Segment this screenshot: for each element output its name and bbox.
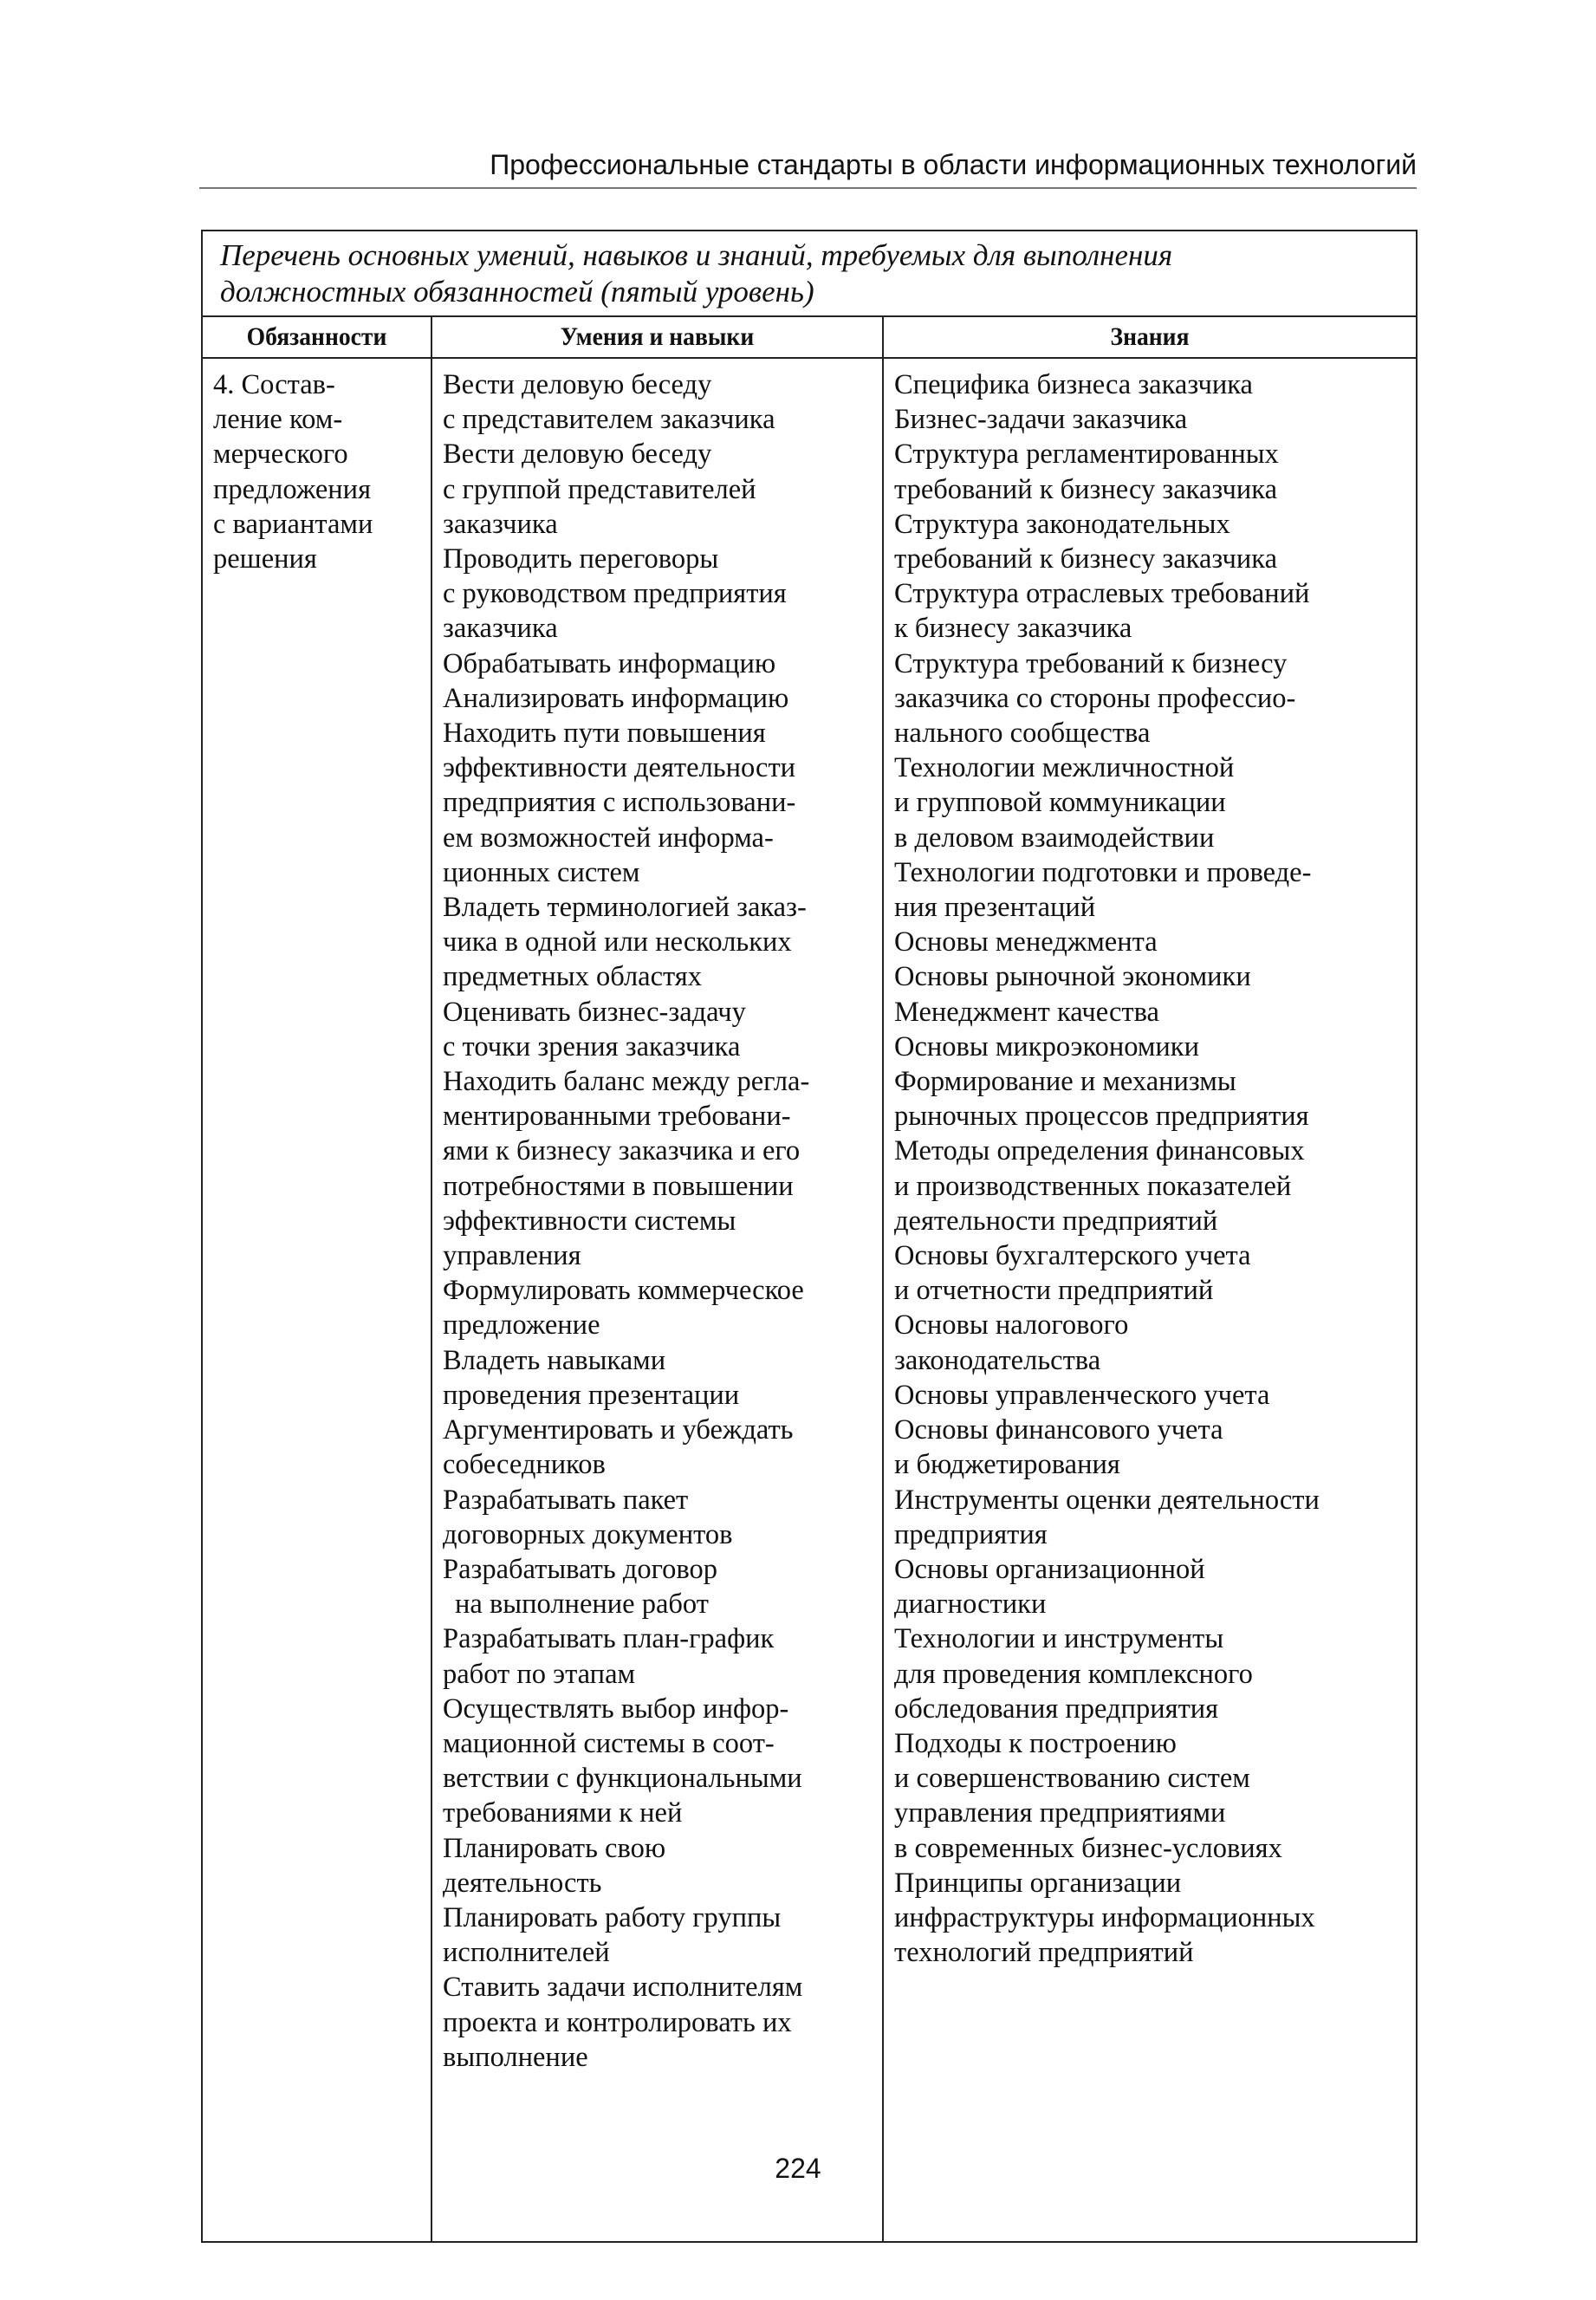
cell-line: эффективности деятельности <box>443 752 796 784</box>
cell-line: нального сообщества <box>894 718 1151 750</box>
cell-line: Основы рыночной экономики <box>894 961 1251 993</box>
running-header: Профессиональные стандарты в области информационных технологий <box>490 149 1417 180</box>
cell-line: Обрабатывать информацию <box>443 647 776 679</box>
cell-line: Аргументировать и убеждать <box>443 1414 794 1446</box>
cell-line: с вариантами <box>213 508 373 540</box>
cell-line: Специфика бизнеса заказчика <box>894 369 1253 400</box>
cell-line: в деловом взаимодействии <box>894 822 1215 854</box>
caption-line: должностных обязанностей (пятый уровень) <box>220 275 814 309</box>
cell-line: Структура требований к бизнесу <box>894 647 1288 679</box>
cell-line: Основы организационной <box>894 1553 1205 1585</box>
cell-line: Находить баланс между регла- <box>443 1066 810 1098</box>
cell-line: требований к бизнесу заказчика <box>894 473 1278 505</box>
cell-line: потребностями в повышении <box>443 1170 794 1202</box>
cell-line: работ по этапам <box>443 1658 636 1690</box>
cell-line: Технологии подготовки и проведе- <box>894 856 1312 888</box>
cell-line: управления предприятиями <box>894 1797 1226 1829</box>
cell-line: выполнение <box>443 2041 588 2073</box>
cell-line: требованиями к ней <box>443 1797 683 1829</box>
cell-line: Формирование и механизмы <box>894 1066 1236 1098</box>
cell-line: Инструменты оценки деятельности <box>894 1484 1320 1516</box>
cell-line: Формулировать коммерческое <box>443 1275 804 1307</box>
cell-line: Подходы к построению <box>894 1727 1177 1759</box>
cell-line: Проводить переговоры <box>443 543 719 575</box>
cell-line: договорных документов <box>443 1518 733 1550</box>
cell-line: и совершенствованию систем <box>894 1763 1250 1795</box>
cell-line: и групповой коммуникации <box>894 787 1226 819</box>
cell-line: предприятия <box>894 1518 1048 1550</box>
cell-line: и отчетности предприятий <box>894 1275 1214 1307</box>
column-header-duties: Обязанности <box>211 316 423 358</box>
cell-line: проведения презентации <box>443 1379 740 1411</box>
cell-line: и бюджетирования <box>894 1449 1120 1481</box>
table-caption <box>202 231 1417 316</box>
cell-line: Основы бухгалтерского учета <box>894 1240 1251 1272</box>
cell-line: Ставить задачи исполнителям <box>443 1972 803 2004</box>
cell-line: Структура отраслевых требований <box>894 578 1310 610</box>
cell-line: Разрабатывать договор <box>443 1553 718 1585</box>
cell-line: Планировать свою <box>443 1832 666 1864</box>
cell-line: ями к бизнесу заказчика и его <box>443 1135 801 1167</box>
cell-line: ционных систем <box>443 856 640 888</box>
skills-cell <box>431 358 883 2242</box>
cell-line: Основы микроэкономики <box>894 1030 1199 1062</box>
cell-line: с руководством предприятия <box>443 578 787 610</box>
cell-line: Структура регламентированных <box>894 439 1279 471</box>
cell-line: ем возможностей информа- <box>443 822 774 854</box>
knowledge-cell <box>883 358 1417 2242</box>
cell-line: предложение <box>443 1309 600 1342</box>
cell-line: Основы налогового <box>894 1309 1129 1342</box>
cell-line: технологий предприятий <box>894 1937 1194 1969</box>
cell-line: с точки зрения заказчика <box>443 1030 741 1062</box>
cell-line: Владеть терминологией заказ- <box>443 892 807 924</box>
cell-line: ния презентаций <box>894 892 1096 924</box>
cell-line: мерческого <box>213 439 348 471</box>
cell-line: требований к бизнесу заказчика <box>894 543 1278 575</box>
cell-line: в современных бизнес-условиях <box>894 1832 1282 1864</box>
cell-line: проекта и контролировать их <box>443 2006 792 2038</box>
column-header-skills: Умения и навыки <box>450 316 865 358</box>
page-number: 224 <box>775 2153 821 2184</box>
cell-line: собеседников <box>443 1449 606 1481</box>
cell-line: предметных областях <box>443 961 702 993</box>
cell-line: Вести деловую беседу <box>443 439 712 471</box>
cell-line: Бизнес-задачи заказчика <box>894 404 1188 436</box>
cell-line: для проведения комплексного <box>894 1658 1253 1690</box>
column-header-knowledge: Знания <box>905 316 1396 358</box>
cell-line: рыночных процессов предприятия <box>894 1101 1309 1133</box>
cell-line: деятельности предприятий <box>894 1205 1218 1237</box>
cell-line: Разрабатывать план-график <box>443 1623 775 1655</box>
cell-line: Основы управленческого учета <box>894 1379 1270 1411</box>
cell-line: ление ком- <box>213 404 343 436</box>
cell-line: Структура законодательных <box>894 508 1230 540</box>
cell-line: законодательства <box>894 1344 1101 1376</box>
cell-line: обследования предприятия <box>894 1693 1219 1725</box>
cell-line: Планировать работу группы <box>443 1901 782 1933</box>
cell-line: исполнителей <box>443 1937 610 1969</box>
cell-line: Основы менеджмента <box>894 926 1158 958</box>
cell-line: к бизнесу заказчика <box>894 613 1132 645</box>
cell-line: с группой представителей <box>443 473 756 505</box>
cell-line: Технологии и инструменты <box>894 1623 1224 1655</box>
caption-line: Перечень основных умений, навыков и знаний, требуемых для выполнения <box>220 238 1173 272</box>
duties-cell <box>202 358 431 2242</box>
cell-line: заказчика со стороны профессио- <box>894 682 1296 714</box>
cell-line: на выполнение работ <box>455 1589 709 1621</box>
cell-line: заказчика <box>443 613 558 645</box>
header-rule <box>199 187 1417 189</box>
header-row <box>202 316 1417 358</box>
cell-line: Вести деловую беседу <box>443 369 712 400</box>
cell-line: Принципы организации <box>894 1867 1182 1899</box>
cell-line: Владеть навыками <box>443 1344 666 1376</box>
cell-line: Осуществлять выбор инфор- <box>443 1693 789 1725</box>
cell-line: заказчика <box>443 508 558 540</box>
cell-line: Оценивать бизнес-задачу <box>443 996 746 1028</box>
cell-line: диагностики <box>894 1589 1047 1621</box>
caption-row <box>202 231 1417 316</box>
cell-line: ветствии с функциональными <box>443 1763 802 1795</box>
cell-line: эффективности системы <box>443 1205 736 1237</box>
cell-line: чика в одной или нескольких <box>443 926 792 958</box>
cell-line: решения <box>213 543 317 575</box>
cell-line: мационной системы в соот- <box>443 1727 775 1759</box>
cell-line: Технологии межличностной <box>894 752 1235 784</box>
cell-line: предложения <box>213 473 372 505</box>
cell-line: Находить пути повышения <box>443 718 766 750</box>
cell-line: управления <box>443 1240 581 1272</box>
cell-line: Основы финансового учета <box>894 1414 1223 1446</box>
table-row <box>202 358 1417 2242</box>
cell-line: Методы определения финансовых <box>894 1135 1305 1167</box>
cell-line: Разрабатывать пакет <box>443 1484 689 1516</box>
cell-line: и производственных показателей <box>894 1170 1292 1202</box>
cell-line: предприятия с использовани- <box>443 787 796 819</box>
cell-line: Анализировать информацию <box>443 682 789 714</box>
duties-table <box>201 230 1418 2243</box>
cell-line: инфраструктуры информационных <box>894 1901 1315 1933</box>
cell-line: ментированными требовани- <box>443 1101 791 1133</box>
cell-line: Менеджмент качества <box>894 996 1159 1028</box>
cell-line: 4. Состав- <box>213 369 335 400</box>
cell-line: деятельность <box>443 1867 602 1899</box>
cell-line: с представителем заказчика <box>443 404 775 436</box>
